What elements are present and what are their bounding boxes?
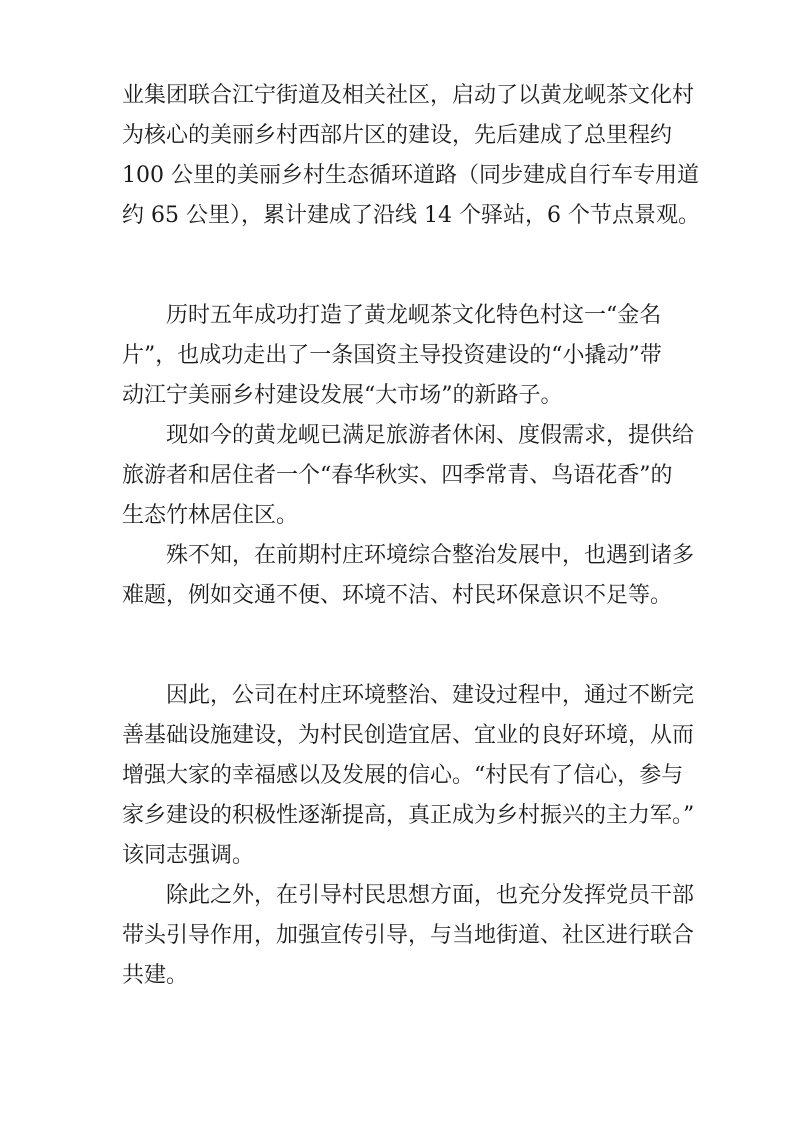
paragraph-6-line-1 <box>0 878 793 914</box>
text-line: 家乡建设的积极性逐渐提高，真正成为乡村振兴的主力军。” <box>122 803 695 828</box>
text-line: 100 公里的美丽乡村生态循环道路（同步建成自行车专用道 <box>122 163 699 188</box>
text-line: 现如今的黄龙岘已满足旅游者休闲、度假需求，提供给 <box>166 423 695 448</box>
paragraph-3-line-3 <box>0 498 793 534</box>
paragraph-6-line-2 <box>0 918 793 954</box>
paragraph-5-line-2 <box>0 718 793 754</box>
paragraph-1-line-1 <box>0 78 793 114</box>
paragraph-5-line-5 <box>0 838 793 874</box>
text-line: 旅游者和居住者一个“春华秋实、四季常青、鸟语花香”的 <box>122 463 673 488</box>
paragraph-5-line-3 <box>0 758 793 794</box>
text-line: 片”，也成功走出了一条国资主导投资建设的“小撬动”带 <box>122 343 662 368</box>
paragraph-1-line-4 <box>0 198 793 234</box>
text-line: 约 65 公里），累计建成了沿线 14 个驿站，6 个节点景观。 <box>122 203 700 228</box>
paragraph-6-line-3 <box>0 958 793 994</box>
text-line: 生态竹林居住区。 <box>122 503 299 528</box>
text-line: 因此，公司在村庄环境整治、建设过程中，通过不断完 <box>166 683 695 708</box>
text-line: 该同志强调。 <box>122 843 255 868</box>
text-line: 殊不知，在前期村庄环境综合整治发展中，也遇到诸多 <box>166 543 695 568</box>
paragraph-1-line-3 <box>0 158 793 194</box>
paragraph-4-line-2 <box>0 578 793 614</box>
paragraph-4-line-1 <box>0 538 793 574</box>
text-line: 带头引导作用，加强宣传引导，与当地街道、社区进行联合 <box>122 923 695 948</box>
paragraph-5-line-4 <box>0 798 793 834</box>
text-line: 业集团联合江宁街道及相关社区，启动了以黄龙岘茶文化村 <box>122 83 695 108</box>
text-line: 难题，例如交通不便、环境不洁、村民环保意识不足等。 <box>122 583 673 608</box>
text-line: 除此之外，在引导村民思想方面，也充分发挥党员干部 <box>166 883 695 908</box>
paragraph-5-line-1 <box>0 678 793 714</box>
text-line: 共建。 <box>122 963 189 988</box>
text-line: 为核心的美丽乡村西部片区的建设，先后建成了总里程约 <box>122 123 673 148</box>
text-line: 善基础设施建设，为村民创造宜居、宜业的良好环境，从而 <box>122 723 695 748</box>
paragraph-2-line-3 <box>0 378 793 414</box>
paragraph-1-line-2 <box>0 118 793 154</box>
paragraph-3-line-2 <box>0 458 793 494</box>
text-line: 增强大家的幸福感以及发展的信心。“村民有了信心，参与 <box>122 763 684 788</box>
paragraph-2-line-2 <box>0 338 793 374</box>
text-line: 动江宁美丽乡村建设发展“大市场”的新路子。 <box>122 383 563 408</box>
text-line: 历时五年成功打造了黄龙岘茶文化特色村这一“金名 <box>166 303 662 328</box>
paragraph-3-line-1 <box>0 418 793 454</box>
paragraph-2-line-1 <box>0 298 793 334</box>
